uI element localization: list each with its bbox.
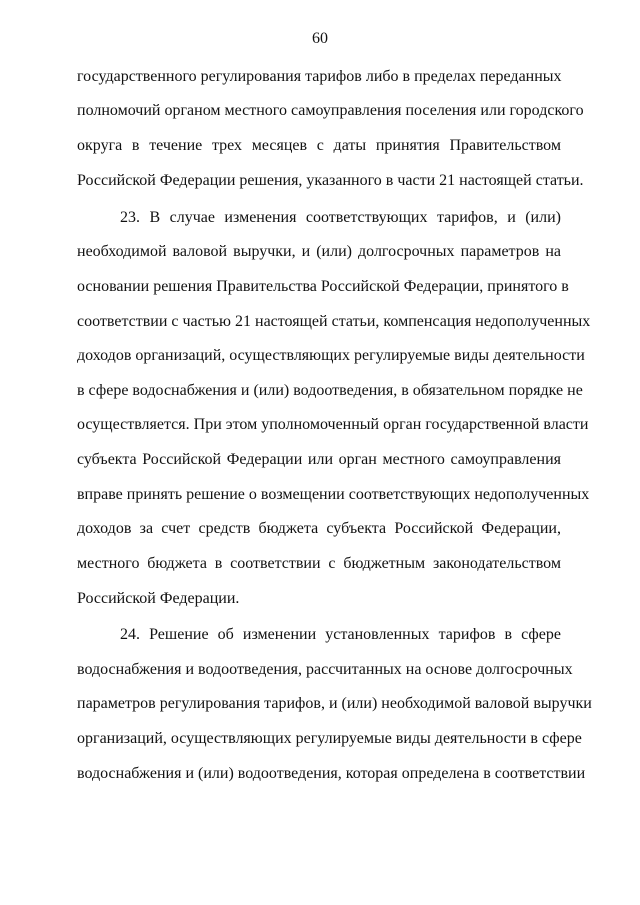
text-line: полномочий органом местного самоуправления поселения или городского bbox=[77, 102, 584, 119]
paragraph-24-start: 24. Решение об изменении установленных тарифов в сфере bbox=[120, 626, 561, 643]
text-line: необходимой валовой выручки, и (или) долгосрочных параметров на bbox=[77, 243, 561, 260]
text-line: параметров регулирования тарифов, и (или) необходимой валовой выручки bbox=[77, 695, 592, 712]
text-line: государственного регулирования тарифов либо в пределах переданных bbox=[77, 68, 562, 85]
text-line: соответствии с частью 21 настоящей статьи, компенсация недополученных bbox=[77, 313, 591, 330]
paragraph-23-start: 23. В случае изменения соответствующих тарифов, и (или) bbox=[120, 209, 561, 226]
text-line: осуществляется. При этом уполномоченный орган государственной власти bbox=[77, 416, 589, 433]
text-line: доходов за счет средств бюджета субъекта Российской Федерации, bbox=[77, 520, 561, 537]
text-line: вправе принять решение о возмещении соответствующих недополученных bbox=[77, 486, 590, 503]
text-line: доходов организаций, осуществляющих регулируемые виды деятельности bbox=[77, 347, 585, 364]
text-line: в сфере водоснабжения и (или) водоотведения, в обязательном порядке не bbox=[77, 382, 583, 399]
text-line: местного бюджета в соответствии с бюджетным законодательством bbox=[77, 555, 561, 572]
text-line: организаций, осуществляющих регулируемые виды деятельности в сфере bbox=[77, 730, 582, 747]
text-line: субъекта Российской Федерации или орган местного самоуправления bbox=[77, 451, 561, 468]
page-number: 60 bbox=[312, 30, 328, 47]
text-line: Российской Федерации решения, указанного в части 21 настоящей статьи. bbox=[77, 172, 584, 189]
text-line: Российской Федерации. bbox=[77, 590, 240, 607]
text-line: основании решения Правительства Российской Федерации, принятого в bbox=[77, 278, 569, 295]
text-line: водоснабжения и (или) водоотведения, которая определена в соответствии bbox=[77, 765, 586, 782]
text-line: водоснабжения и водоотведения, рассчитанных на основе долгосрочных bbox=[77, 661, 573, 678]
text-line: округа в течение трех месяцев с даты принятия Правительством bbox=[77, 137, 561, 154]
